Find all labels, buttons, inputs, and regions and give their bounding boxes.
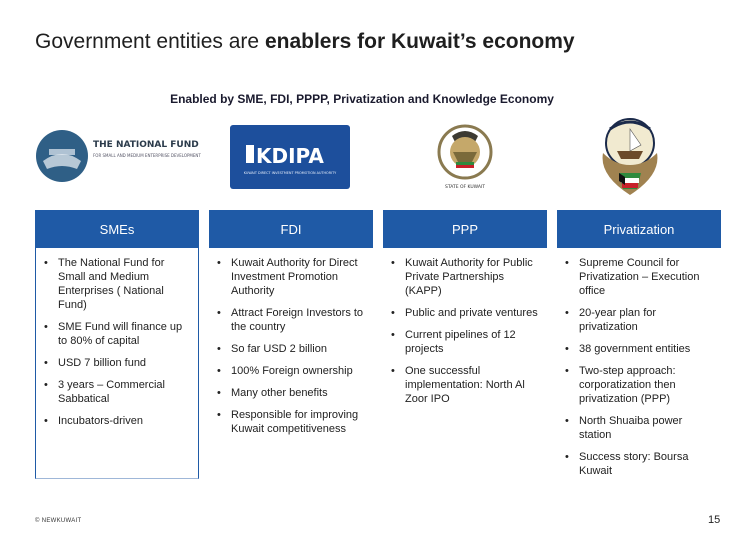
bullet-item: • North Shuaiba power station bbox=[565, 415, 683, 441]
bullet-item: • 38 government entities bbox=[565, 343, 691, 355]
bullet-text: Success story: Boursa Kuwait bbox=[579, 451, 689, 477]
bullet-item: • The National Fund for Small and Medium Enterprises ( National Fund) bbox=[44, 257, 165, 311]
bullet-item: • Current pipelines of 12 projects bbox=[391, 329, 516, 355]
column-header-label: Privatization bbox=[603, 221, 675, 237]
column-body-privatization bbox=[557, 248, 721, 540]
bullet-text: Many other benefits bbox=[231, 387, 328, 399]
footer-copyright: © NEWKUWAIT bbox=[35, 518, 82, 524]
bullet-text: Current pipelines of 12 projects bbox=[405, 329, 516, 355]
bullet-item: • Attract Foreign Investors to the country bbox=[217, 307, 364, 333]
bullet-text: SME Fund will finance up to 80% of capital bbox=[58, 321, 183, 347]
bullet-item: • So far USD 2 billion bbox=[217, 343, 327, 355]
bullet-item: • Success story: Boursa Kuwait bbox=[565, 451, 689, 477]
bullet-item: • Kuwait Authority for Public Private Partnerships (KAPP) bbox=[391, 257, 533, 297]
slide-title bbox=[35, 30, 575, 54]
bullet-item: • Supreme Council for Privatization – Execution office bbox=[565, 257, 700, 297]
bullet-text: USD 7 billion fund bbox=[58, 357, 147, 369]
column-header-fdi bbox=[209, 210, 373, 248]
bullet-text: 100% Foreign ownership bbox=[231, 365, 353, 377]
bullet-text: So far USD 2 billion bbox=[231, 343, 327, 355]
bullet-text: North Shuaiba power station bbox=[579, 415, 683, 441]
column-header-ppp bbox=[383, 210, 547, 248]
national-fund-tagline: FOR SMALL AND MEDIUM ENTERPRISE DEVELOPMENT bbox=[93, 153, 201, 158]
title-normal: Government entities are bbox=[35, 30, 265, 53]
bullet-text: Public and private ventures bbox=[405, 307, 538, 319]
column-header-label: SMEs bbox=[99, 221, 135, 237]
kapp-caption: STATE OF KUWAIT bbox=[444, 185, 486, 190]
kdipa-tagline: KUWAIT DIRECT INVESTMENT PROMOTION AUTHORITY bbox=[243, 171, 337, 175]
column-body-ppp bbox=[383, 248, 547, 540]
bullet-item: • USD 7 billion fund bbox=[44, 357, 147, 369]
slide-subtitle: Enabled by SME, FDI, PPPP, Privatization and Knowledge Economy bbox=[170, 92, 554, 106]
column-header-privatization bbox=[557, 210, 721, 248]
bullet-text: 38 government entities bbox=[579, 343, 691, 355]
bullet-text: Incubators-driven bbox=[58, 415, 143, 427]
bullet-item: • 20-year plan for privatization bbox=[565, 307, 657, 333]
bullet-item: • Incubators-driven bbox=[44, 415, 143, 427]
kapp-emblem-logo bbox=[420, 122, 510, 192]
column-header-label: FDI bbox=[280, 221, 302, 237]
national-fund-name: THE NATIONAL FUND bbox=[93, 140, 199, 150]
bullet-item: • Many other benefits bbox=[217, 387, 328, 399]
column-header-smes bbox=[35, 210, 199, 248]
page-number: 15 bbox=[708, 514, 721, 526]
bullet-text: The National Fund for Small and Medium Enterprises ( National Fund) bbox=[58, 257, 165, 311]
column-body-fdi bbox=[209, 248, 373, 540]
bullet-text: Responsible for improving Kuwait competitiveness bbox=[231, 409, 359, 435]
national-fund-logo bbox=[35, 125, 201, 187]
bullet-item: • 100% Foreign ownership bbox=[217, 365, 353, 377]
bullet-item: • One successful implementation: North Al Zoor IPO bbox=[391, 365, 525, 405]
kuwait-emblem-logo bbox=[595, 115, 665, 197]
bullet-item: • Public and private ventures bbox=[391, 307, 538, 319]
bullet-text: Two-step approach: corporatization then privatization (PPP) bbox=[579, 365, 676, 405]
bullet-text: 20-year plan for privatization bbox=[579, 307, 657, 333]
column-header-label: PPP bbox=[451, 221, 478, 237]
bullet-text: Kuwait Authority for Direct Investment Promotion Authority bbox=[231, 257, 358, 297]
bullet-item: • SME Fund will finance up to 80% of capital bbox=[44, 321, 183, 347]
bullet-text: Kuwait Authority for Public Private Partnerships (KAPP) bbox=[405, 257, 533, 297]
bullet-item: • 3 years – Commercial Sabbatical bbox=[44, 379, 165, 405]
bullet-text: Supreme Council for Privatization – Execution office bbox=[579, 257, 700, 297]
kdipa-name: KDIPA bbox=[256, 144, 324, 168]
bullet-text: One successful implementation: North Al Zoor IPO bbox=[405, 365, 525, 405]
bullet-item: • Responsible for improving Kuwait competitiveness bbox=[217, 409, 359, 435]
kdipa-logo bbox=[230, 125, 350, 189]
bullet-item: • Two-step approach: corporatization then privatization (PPP) bbox=[565, 365, 676, 405]
bullet-text: Attract Foreign Investors to the country bbox=[231, 307, 364, 333]
bullet-item: • Kuwait Authority for Direct Investment Promotion Authority bbox=[217, 257, 358, 297]
title-bold: enablers for Kuwait’s economy bbox=[264, 30, 575, 53]
bullet-text: 3 years – Commercial Sabbatical bbox=[58, 379, 165, 405]
column-body-smes bbox=[35, 248, 199, 479]
